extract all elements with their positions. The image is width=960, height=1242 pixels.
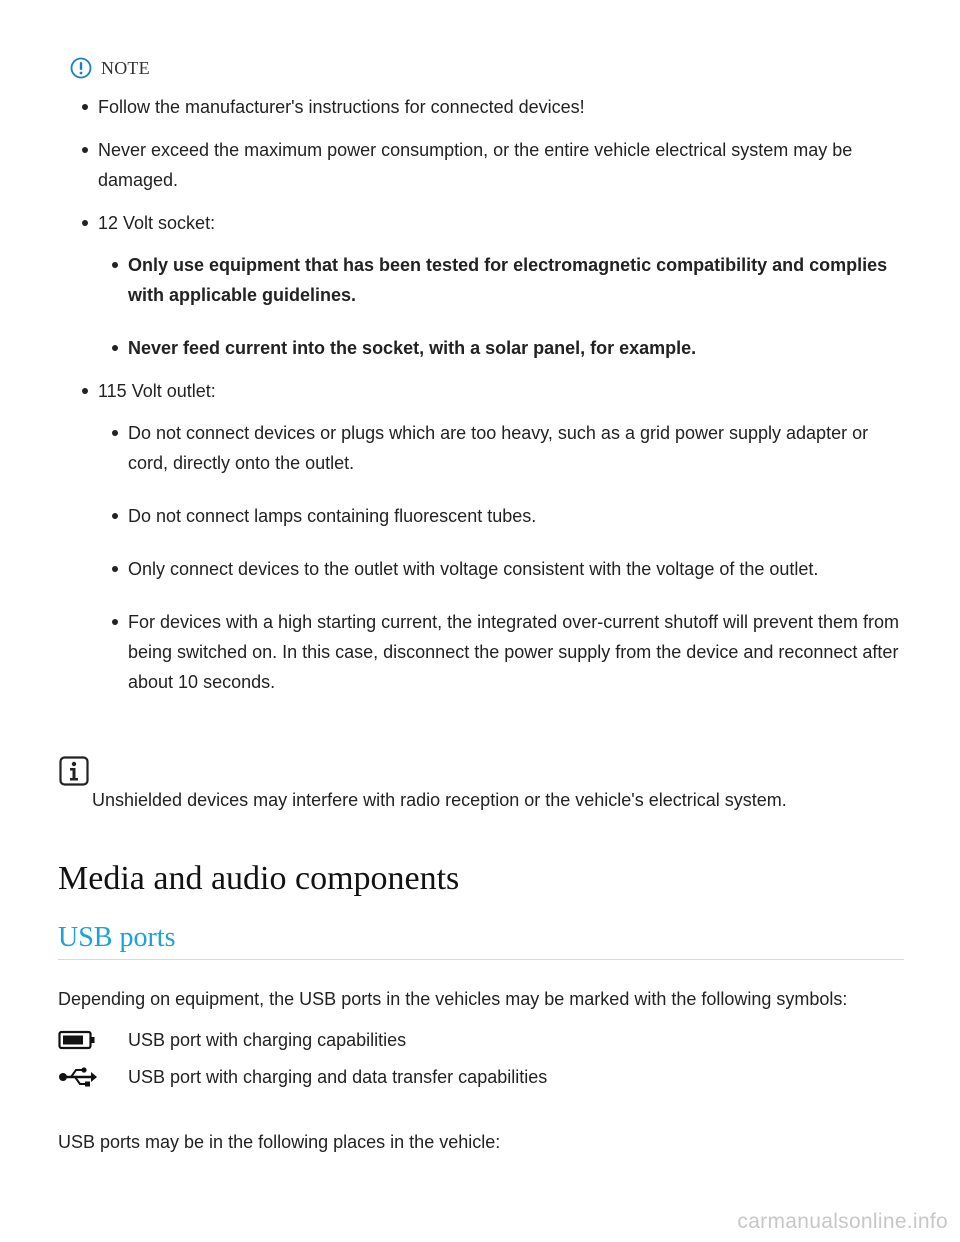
symbol-row — [58, 1062, 918, 1092]
section-title: Media and audio components — [58, 860, 460, 897]
info-icon — [59, 756, 89, 786]
note-header — [70, 56, 150, 80]
usb-places: USB ports may be in the following places in the vehicle: — [58, 1132, 501, 1152]
subtitle-divider — [58, 959, 904, 960]
outlet-label: 115 Volt outlet: — [98, 381, 216, 401]
list-item: Follow the manufacturer's instructions for connected devices! — [80, 92, 900, 122]
list-item: Do not connect lamps containing fluorescent tubes. — [110, 501, 900, 531]
list-item — [80, 376, 900, 697]
list-item: Never exceed the maximum power consumption, or the entire vehicle electrical system may be damaged. — [80, 135, 900, 195]
exclamation-circle-icon — [70, 57, 92, 79]
list-item: For devices with a high starting current, the integrated over-current shutoff will prevent them from being switched on. In this case, disconnect the power supply from the device and reconnect after about 10 seconds. — [110, 607, 900, 697]
list-item: Only connect devices to the outlet with voltage consistent with the voltage of the outlet. — [110, 554, 900, 584]
battery-icon — [58, 1028, 98, 1052]
symbol-row — [58, 1025, 918, 1055]
usb-intro: Depending on equipment, the USB ports in the vehicles may be marked with the following symbols: — [58, 989, 848, 1009]
list-item: Never feed current into the socket, with a solar panel, for example. — [110, 333, 900, 363]
list-item — [80, 208, 900, 363]
list-item: Do not connect devices or plugs which are too heavy, such as a grid power supply adapter or cord, directly onto the outlet. — [110, 418, 900, 478]
socket-label: 12 Volt socket: — [98, 213, 216, 233]
list-item: Only use equipment that has been tested for electromagnetic compatibility and complies with applicable guidelines. — [110, 250, 900, 310]
usb-icon — [58, 1065, 98, 1089]
outlet-sublist — [98, 418, 900, 697]
info-text: Unshielded devices may interfere with radio reception or the vehicle's electrical system. — [92, 790, 787, 810]
note-label: NOTE — [101, 57, 150, 78]
symbol-text: USB port with charging capabilities — [128, 1029, 407, 1050]
watermark: carmanualsonline.info — [737, 1210, 948, 1233]
note-list — [80, 92, 900, 710]
symbol-text: USB port with charging and data transfer capabilities — [128, 1066, 548, 1087]
section-subtitle: USB ports — [58, 922, 176, 953]
socket-sublist — [98, 250, 900, 363]
